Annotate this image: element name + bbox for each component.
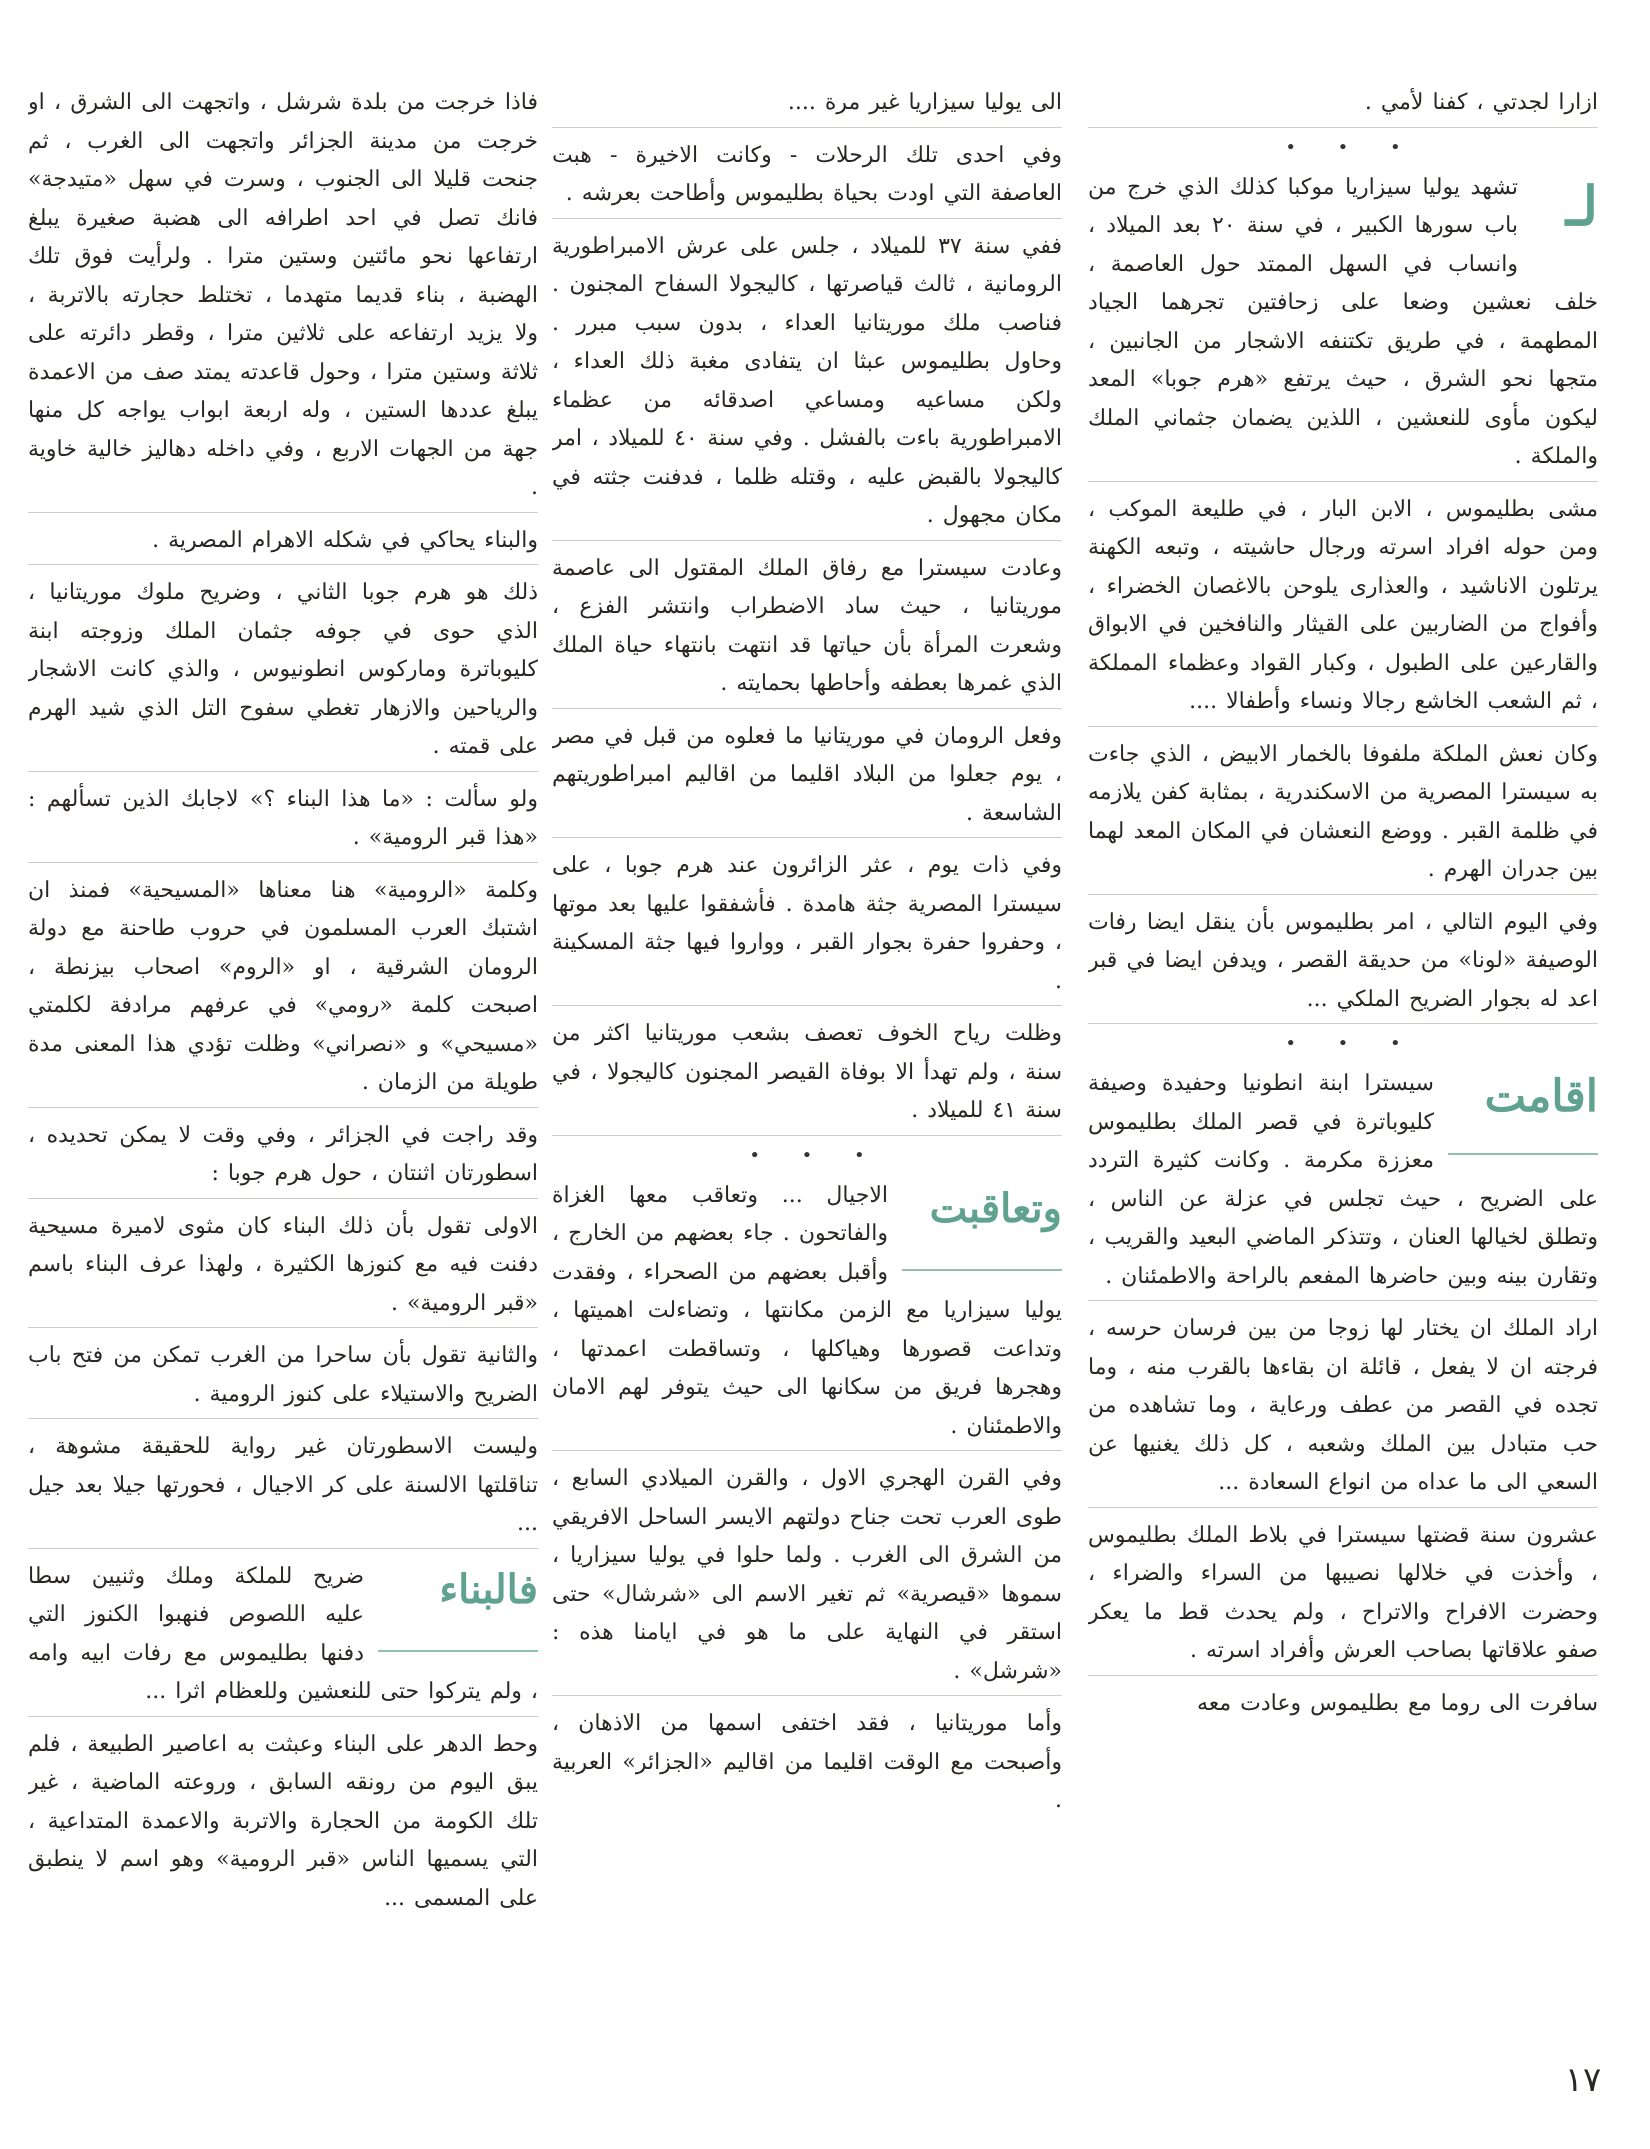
paragraph: وفي القرن الهجري الاول ، والقرن الميلادي السابع ، طوى العرب تحت جناح دولتهم الايسر الساحل الافريقي من الشرق الى الغرب . ولما حلوا في يوليا سيزاريا ، سموها «قيصرية» ثم تغير الاسم الى «شرشال» حتى استقر في النهاية على ما هو في ايامنا هذه : «شرشل» . [552, 1460, 1062, 1696]
paragraph-text: ضريح للملكة وملك وثنيين سطا عليه اللصوص فنهبوا الكنوز التي دفنها بطليموس مع رفات ابيه وامه ، ولم يتركوا حتى للنعشين وللعظام اثرا ... [28, 1563, 538, 1704]
paragraph [552, 1177, 1062, 1452]
paragraph: ازارا لجدتي ، كفنا لأمي . [1088, 84, 1598, 128]
paragraph [28, 1558, 538, 1717]
ornamental-initial: وتعاقبت [902, 1181, 1062, 1271]
column-right [1088, 84, 1598, 2044]
paragraph: ففي سنة ٣٧ للميلاد ، جلس على عرش الامبراطورية الرومانية ، ثالث قياصرتها ، كاليجولا السفاح المجنون . فناصب ملك موريتانيا العداء ، بدون سبب مبرر . وحاول بطليموس عبثا ان يتفادى مغبة ذلك العداء ، ولكن مساعيه ومساعي اصدقائه من عظماء الامبراطورية باءت بالفشل . وفي سنة ٤٠ للميلاد ، امر كاليجولا بالقبض عليه ، وقتله ظلما ، فدفنت جثته في مكان مجهول . [552, 228, 1062, 541]
paragraph: فاذا خرجت من بلدة شرشل ، واتجهت الى الشرق ، او خرجت من مدينة الجزائر واتجهت الى الغرب ، ثم جنحت قليلا الى الجنوب ، وسرت في سهل «متيدجة» فانك تصل في احد اطرافه الى هضبة صغيرة يبلغ ارتفاعها نحو مائتين وستين مترا . ولرأيت فوق تلك الهضبة ، بناء قديما متهدما ، تختلط حجارته بالاتربة ، ولا يزيد ارتفاعه على ثلاثين مترا ، وقطر دائرته على ثلاثة وستين مترا ، وحول قاعدته يمتد صف من الاعمدة يبلغ عددها الستين ، وله اربعة ابواب يواجه كل منها جهة من الجهات الاربع ، وفي داخله دهاليز خالية خاوية . [28, 84, 538, 513]
paragraph [1088, 169, 1598, 482]
paragraph: وكان نعش الملكة ملفوفا بالخمار الابيض ، الذي جاءت به سيسترا المصرية من الاسكندرية ، بمثابة كفن يلازمه في ظلمة القبر . ووضع النعشان في المكان المعد لهما بين جدران الهرم . [1088, 736, 1598, 895]
page-number: ١٧ [1564, 2060, 1602, 2100]
section-separator: • • • [1285, 1033, 1419, 1054]
ornamental-initial: اقامت [1448, 1069, 1598, 1155]
ornamental-initial: لـ [1565, 173, 1598, 238]
paragraph: وحط الدهر على البناء وعبثت به اعاصير الطبيعة ، فلم يبق اليوم من رونقه السابق ، وروعته الماضية ، غير تلك الكومة من الحجارة والاتربة والاعمدة المتداعية ، التي يسميها الناس «قبر الرومية» وهو اسم لا ينطبق على المسمى ... [28, 1731, 538, 1911]
paragraph: ولو سألت : «ما هذا البناء ؟» لاجابك الذين تسألهم : «هذا قبر الرومية» . [28, 781, 538, 863]
column-left [28, 84, 538, 2044]
column-middle [552, 84, 1062, 2044]
paragraph-text: تشهد يوليا سيزاريا موكبا كذلك الذي خرج من باب سورها الكبير ، في سنة ٢٠ بعد الميلاد ، وانساب في السهل الممتد حول العاصمة ، خلف نعشين وضعا على زحافتين تجرهما الجياد المطهمة ، في طريق تكتنفه الاشجار من الجانبين ، متجها نحو الشرق ، حيث يرتفع «هرم جوبا» المعد ليكون مأوى للنعشين ، اللذين يضمان جثماني الملك والملكة . [1088, 174, 1598, 469]
paragraph: مشى بطليموس ، الابن البار ، في طليعة الموكب ، ومن حوله افراد اسرته ورجال حاشيته ، وتبعه الكهنة يرتلون الاناشيد ، والعذارى يلوحن بالاغصان الخضراء ، وأفواج من الضاربين على القيثار والنافخين في الابواق والقارعين على الطبول ، وكبار القواد وعظماء المملكة ، ثم الشعب الخاشع رجالا ونساء وأطفالا .... [1088, 491, 1598, 727]
paragraph: وعادت سيسترا مع رفاق الملك المقتول الى عاصمة موريتانيا ، حيث ساد الاضطراب وانتشر الفزع ، وشعرت المرأة بأن حياتها قد انتهت بانتهاء حياة الملك الذي غمرها بعطفه وأحاطها بحمايته . [552, 550, 1062, 709]
paragraph: سافرت الى روما مع بطليموس وعادت معه [1196, 1690, 1598, 1716]
paragraph: وليست الاسطورتان غير رواية للحقيقة مشوهة ، تناقلتها الالسنة على كر الاجيال ، فحورتها جيلا بعد جيل ... [28, 1428, 538, 1549]
paragraph: وظلت رياح الخوف تعصف بشعب موريتانيا اكثر من سنة ، ولم تهدأ الا بوفاة القيصر المجنون كاليجولا ، في سنة ٤١ للميلاد . [552, 1015, 1062, 1136]
paragraph: وأما موريتانيا ، فقد اختفى اسمها من الاذهان ، وأصبحت مع الوقت اقليما من اقاليم «الجزائر» العربية . [552, 1711, 1062, 1813]
section-separator: • • • [749, 1144, 883, 1166]
paragraph: اراد الملك ان يختار لها زوجا من بين فرسان حرسه ، فرجته ان لا يفعل ، قائلة ان بقاءها بالقرب منه ، وما تجده في القصر من عطف ورعاية ، وما تشاهده من حب متبادل بين الملك وشعبه ، كل ذلك يغنيها عن السعي الى ما عداه من انواع السعادة ... [1088, 1310, 1598, 1508]
paragraph: وفي ذات يوم ، عثر الزائرون عند هرم جوبا ، على سيسترا المصرية جثة هامدة . فأشفقوا عليها بعد موتها ، وحفروا حفرة بجوار القبر ، وواروا فيها جثة المسكينة . [552, 847, 1062, 1006]
paragraph: والثانية تقول بأن ساحرا من الغرب تمكن من فتح باب الضريح والاستيلاء على كنوز الرومية . [28, 1337, 538, 1419]
paragraph: الاولى تقول بأن ذلك البناء كان مثوى لاميرة مسيحية دفنت فيه مع كنوزها الكثيرة ، ولهذا عرف البناء باسم «قبر الرومية» . [28, 1208, 538, 1329]
paragraph [1088, 1065, 1598, 1301]
paragraph: وفعل الرومان في موريتانيا ما فعلوه من قبل في مصر ، يوم جعلوا من البلاد اقليما من اقاليم امبراطوريتهم الشاسعة . [552, 718, 1062, 839]
paragraph: ذلك هو هرم جوبا الثاني ، وضريح ملوك موريتانيا ، الذي حوى في جوفه جثمان الملك وزوجته ابنة كليوباترة وماركوس انطونيوس ، والذي كانت الاشجار والرياحين والازهار تغطي سفوح التل الذي شيد الهرم على قمته . [28, 574, 538, 772]
paragraph-text: سيسترا ابنة انطونيا وحفيدة وصيفة كليوباترة في قصر الملك بطليموس معززة مكرمة . وكانت كثيرة التردد على الضريح ، حيث تجلس في عزلة عن الناس ، وتطلق لخيالها العنان ، وتتذكر الماضي البعيد والقريب ، وتقارن بينه وبين حاضرها المفعم بالراحة والاطمئنان . [1088, 1071, 1598, 1289]
paragraph: عشرون سنة قضتها سيسترا في بلاط الملك بطليموس ، وأخذت في خلالها نصيبها من السراء والضراء ، وحضرت الافراح والاتراح ، ولم يحدث قط ما يعكر صفو علاقاتها بصاحب العرش وأفراد اسرته . [1088, 1517, 1598, 1676]
paragraph: وفي اليوم التالي ، امر بطليموس بأن ينقل ايضا رفات الوصيفة «لونا» من حديقة القصر ، ويدفن ايضا في قبر اعد له بجوار الضريح الملكي ... [1088, 904, 1598, 1025]
paragraph: والبناء يحاكي في شكله الاهرام المصرية . [28, 522, 538, 566]
paragraph: وكلمة «الرومية» هنا معناها «المسيحية» فمنذ ان اشتبك العرب المسلمون في حروب طاحنة مع دولة الرومان الشرقية ، او «الروم» اصحاب بيزنطة ، اصبحت كلمة «رومي» في عرفهم مرادفة لكلمتي «مسيحي» و «نصراني» وظلت تؤدي هذا المعنى مدة طويلة من الزمان . [28, 872, 538, 1108]
section-separator: • • • [1285, 136, 1419, 158]
paragraph: وقد راجت في الجزائر ، وفي وقت لا يمكن تحديده ، اسطورتان اثنتان ، حول هرم جوبا : [28, 1117, 538, 1199]
paragraph-text: الاجيال ... وتعاقب معها الغزاة والفاتحون . جاء بعضهم من الخارج ، وأقبل بعضهم من الصحراء ، وفقدت يوليا سيزاريا مع الزمن مكانتها ، وتضاءلت اهميتها ، وتداعت قصورها وهياكلها ، وتساقطت اعمدتها ، وهجرها فريق من سكانها الى حيث يتوفر لهم الامان والاطمئنان . [552, 1182, 1062, 1439]
paragraph: الى يوليا سيزاريا غير مرة .... [552, 84, 1062, 128]
ornamental-initial: فالبناء [378, 1562, 538, 1652]
paragraph: وفي احدى تلك الرحلات - وكانت الاخيرة - هبت العاصفة التي اودت بحياة بطليموس وأطاحت بعرشه . [552, 137, 1062, 219]
